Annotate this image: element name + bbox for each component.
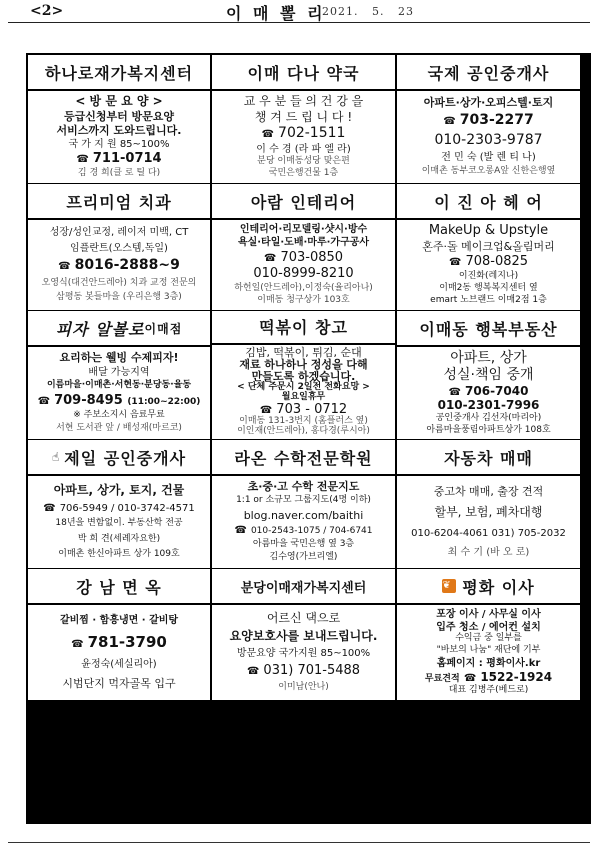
ad-bundang-imae-care <box>212 569 395 700</box>
ad-title-brand: 피자 알볼로 <box>55 319 145 339</box>
phone-number: 703-2277 <box>459 112 534 129</box>
telephone-icon: ☎ <box>448 386 462 398</box>
ad-line: 이름마을·이매촌·서현동·분당동·율동 <box>46 380 192 391</box>
business-hours: (11:00~22:00) <box>127 396 201 407</box>
ad-phone <box>71 634 167 651</box>
ad-title <box>28 440 210 476</box>
phone-label: 무료견적 <box>424 673 460 684</box>
phone-number: 1522-1924 <box>480 669 553 684</box>
ad-jeil-realty <box>28 440 210 568</box>
ad-line: 윤정숙(세실리아) <box>81 658 157 670</box>
ad-line: 대표 김병주(베드로) <box>448 685 529 696</box>
ad-line: "바보의 나눔" 재단에 기부 <box>436 645 541 656</box>
ad-line: 홈페이지 : 평화이사.kr <box>436 657 541 669</box>
leaf-icon: ❦ <box>442 579 456 593</box>
ad-phone <box>449 385 529 398</box>
ad-line: 아름마을풍림아파트상가 108호 <box>426 424 551 435</box>
ad-title: 이매동 행복부동산 <box>397 311 580 347</box>
ad-mobile: 010-2303-9787 <box>434 131 543 148</box>
ad-title-text: 제일 공인중개사 <box>64 448 187 468</box>
ad-line: 이매동 131-3번지 (홈플러스 옆) <box>239 416 368 427</box>
ad-international-realty <box>397 55 580 183</box>
ad-line: 요양보호사를 보내드립니다. <box>229 629 378 643</box>
telephone-icon: ☎ <box>37 395 51 407</box>
ad-line: 이미남(안나) <box>278 682 329 693</box>
ad-line: 김 경 희(클 로 틸 다) <box>77 167 161 178</box>
ad-line: 오영식(대건안드레아) 치과 교정 전문의 <box>41 277 197 288</box>
phone-number: 709-8495 <box>54 392 123 408</box>
phone-number: 703-0850 <box>280 249 344 265</box>
ad-mobile: 010-2301-7996 <box>437 398 540 413</box>
ad-phone <box>264 251 343 265</box>
telephone-icon: ☎ <box>234 524 247 536</box>
page-header <box>8 0 590 23</box>
ad-premium-dental <box>28 184 210 310</box>
ad-line: 박 희 견(세례자요한) <box>77 533 161 544</box>
ad-line: 수익금 중 일부를 <box>455 633 522 644</box>
phone-number: 010-6204-4061 031) 705-2032 <box>411 527 566 539</box>
ad-hanaro-care <box>28 55 210 183</box>
telephone-icon: ☎ <box>58 261 71 273</box>
ad-line: 교 우 분 들 의 건 강 을 <box>243 94 364 109</box>
ad-gangnam-myeonok <box>28 569 210 700</box>
ad-title-text: 평화 이사 <box>462 577 535 597</box>
telephone-icon: ☎ <box>448 257 462 269</box>
ad-line: 아파트, 상가 <box>450 349 527 366</box>
page-number: <2> <box>30 3 64 19</box>
ad-line: 이매촌 동부코오롱A앞 신한은행옆 <box>421 166 556 177</box>
ad-line: 어르신 댁으로 <box>266 610 341 625</box>
telephone-icon: ☎ <box>261 128 275 140</box>
ad-line: 아파트, 상가, 토지, 건물 <box>53 482 185 497</box>
ad-line: 국 가 지 원 85~100% <box>68 139 170 151</box>
ad-line: 혼주·돌 메이크업&올림머리 <box>422 239 555 253</box>
ad-line: 서비스까지 도와드립니다. <box>56 123 182 137</box>
ad-title: 하나로재가복지센터 <box>28 55 210 91</box>
ad-line: 성장/성인교정, 레이저 미백, CT <box>49 226 189 238</box>
ad-title: 분당이매재가복지센터 <box>212 569 395 605</box>
ad-line: 1:1 or 소규모 그룹지도(4명 이하) <box>236 495 371 506</box>
ad-line: ※ 주보소지시 음료무료 <box>73 410 165 421</box>
ad-line: 18년을 변함없이. 부동산학 전공 <box>55 518 183 529</box>
ad-line: 아름마을 국민은행 옆 3층 <box>252 538 355 549</box>
ad-line: 방문요양 국가지원 85~100% <box>236 648 371 660</box>
ad-line: 갈비찜 · 함흥냉면 · 갈비탕 <box>59 615 179 627</box>
phone-number: 8016-2888~9 <box>74 257 180 274</box>
ad-line: emart 노브랜드 이매2점 1층 <box>430 294 547 305</box>
phone-number: 703 - 0712 <box>276 401 348 417</box>
ad-title: 라온 수학전문학원 <box>212 440 395 476</box>
telephone-icon: ☎ <box>259 404 273 416</box>
ad-line: 최 수 기 (바 오 로) <box>447 546 530 558</box>
ad-phone <box>262 126 346 141</box>
ad-phone <box>247 664 360 678</box>
phone-number: 031) 701-5488 <box>263 663 361 678</box>
ad-line: 초·중·고 수학 전문지도 <box>247 480 360 494</box>
ad-mobile: 010-8999-8210 <box>253 266 354 282</box>
telephone-icon: ☎ <box>43 502 56 514</box>
ad-line: 할부, 보험, 폐차대행 <box>434 505 543 520</box>
ad-line: 입주 청소 / 에어컨 설치 <box>436 621 541 633</box>
ad-line: 이매촌 한신아파트 상가 109호 <box>58 549 180 560</box>
footer-divider <box>8 842 590 843</box>
ad-line: 삼평동 봇들마을 (우리은행 3층) <box>56 292 182 303</box>
ad-link: blog.naver.com/baithi <box>243 508 364 522</box>
ad-title: 국제 공인중개사 <box>397 55 580 91</box>
ad-title: 이 진 아 헤 어 <box>397 184 580 220</box>
ad-title: 프리미엄 치과 <box>28 184 210 220</box>
phone-number: 010-2543-1075 / 704-6741 <box>250 525 373 536</box>
ad-phone <box>234 525 372 537</box>
phone-number: 702-1511 <box>278 124 346 141</box>
ad-line: 만들도록 하겠습니다. <box>251 370 356 384</box>
ad-line: 재료 하나하나 정성을 다해 <box>239 357 368 371</box>
newsletter-title: 이 매 뽈 리 <box>226 4 326 23</box>
ad-line: < 단체 주문시 2일전 전화요망 > <box>237 382 370 393</box>
ad-line: 챙 겨 드 립 니 다 ! <box>254 109 353 124</box>
ad-line: 시범단지 먹자골목 입구 <box>62 676 176 690</box>
ad-line: 하헌일(안드레아),이정숙(율리아나) <box>234 282 373 293</box>
ad-title-branch: 이매점 <box>144 321 183 336</box>
ad-raon-math-academy <box>212 440 395 568</box>
ad-line: 공인중개사 김선자(마리아) <box>435 413 542 424</box>
phone-number: 711-0714 <box>92 151 162 167</box>
ad-phone <box>58 258 180 273</box>
ad-line: 이인재(안드레아), 홍다경(루시아) <box>237 426 370 437</box>
phone-number: 706-7040 <box>465 383 529 398</box>
ad-line: 이 수 경 (라 파 엘 라) <box>256 143 351 155</box>
ad-line: 등급신청부터 방문요양 <box>63 109 175 123</box>
ad-phone <box>76 152 161 166</box>
ad-title: 강 남 면 옥 <box>28 569 210 605</box>
telephone-icon: ☎ <box>246 666 260 677</box>
ad-line: 인테리어·리모델링·샷시·방수 <box>239 224 368 236</box>
ad-line: MakeUp & Upstyle <box>428 223 549 239</box>
ad-phone <box>425 671 552 685</box>
ad-phone <box>449 255 528 269</box>
telephone-icon: ☎ <box>263 252 277 264</box>
telephone-icon: ☎ <box>443 116 456 128</box>
ad-title: 자동차 매매 <box>397 440 580 476</box>
cursor-icon: ☝ <box>51 450 61 464</box>
ad-line: < 방 문 요 양 > <box>75 94 163 109</box>
ad-line: 욕실·타일·도배·마루·가구공사 <box>237 237 370 249</box>
phone-number: 781-3790 <box>87 633 167 652</box>
ad-line: 국민은행건물 1층 <box>268 167 339 178</box>
ad-dana-pharmacy <box>212 55 395 183</box>
ad-line: 김밥, 떡볶이, 튀김, 순대 <box>245 345 362 359</box>
ad-line: 분당 이매동성당 맞은편 <box>257 155 350 166</box>
ad-phone <box>38 394 201 408</box>
ad-line: 요리하는 웰빙 수제피자! <box>59 350 179 364</box>
ad-line: 이매동 청구상가 103호 <box>257 294 350 305</box>
ad-phone <box>43 503 195 514</box>
telephone-icon: ☎ <box>71 639 84 651</box>
phone-number: 708-0825 <box>465 254 529 270</box>
ad-pyeonghwa-moving <box>397 569 580 700</box>
ad-line: 전 민 숙 (발 렌 티 나) <box>441 152 536 163</box>
ad-ijina-hair <box>397 184 580 310</box>
ad-title: 아람 인테리어 <box>212 184 395 220</box>
ad-line: 이진화(레지나) <box>458 270 519 281</box>
ad-happy-realty <box>397 311 580 439</box>
ad-line: 포장 이사 / 사무실 이사 <box>436 608 541 620</box>
ad-title <box>397 569 580 605</box>
ad-phone <box>443 113 533 128</box>
ad-grid <box>26 53 591 824</box>
ad-line: 이매2동 행복복지센터 옆 <box>439 282 538 293</box>
ad-phone <box>411 528 566 539</box>
issue-date: 2021. 5. 23 <box>322 5 414 18</box>
ad-line: 중고차 매매, 출장 견적 <box>433 485 544 499</box>
ad-aram-interior <box>212 184 395 310</box>
ad-line: 배달 가능지역 <box>88 367 150 379</box>
telephone-icon: ☎ <box>463 672 477 684</box>
ad-line: 아파트·상가·오피스텔·토지 <box>423 96 554 110</box>
ad-line: 성실·책임 중개 <box>443 366 534 383</box>
phone-number: 706-5949 / 010-3742-4571 <box>59 502 195 514</box>
ad-line: 서현 도서관 앞 / 배성재(마르코) <box>56 423 182 434</box>
ad-title <box>28 311 210 347</box>
ad-line: 월요일휴무 <box>281 392 326 403</box>
ad-car-trading <box>397 440 580 568</box>
ad-line: 김수영(가브리엘) <box>269 551 338 562</box>
ad-title: 떡볶이 창고 <box>212 311 395 345</box>
ad-line: 임플란트(오스템,독일) <box>70 242 168 254</box>
ad-title: 이매 다나 약국 <box>212 55 395 91</box>
telephone-icon: ☎ <box>76 154 89 166</box>
ad-tteokbokki-warehouse <box>212 311 395 439</box>
ad-pizza-alvolo <box>28 311 210 439</box>
